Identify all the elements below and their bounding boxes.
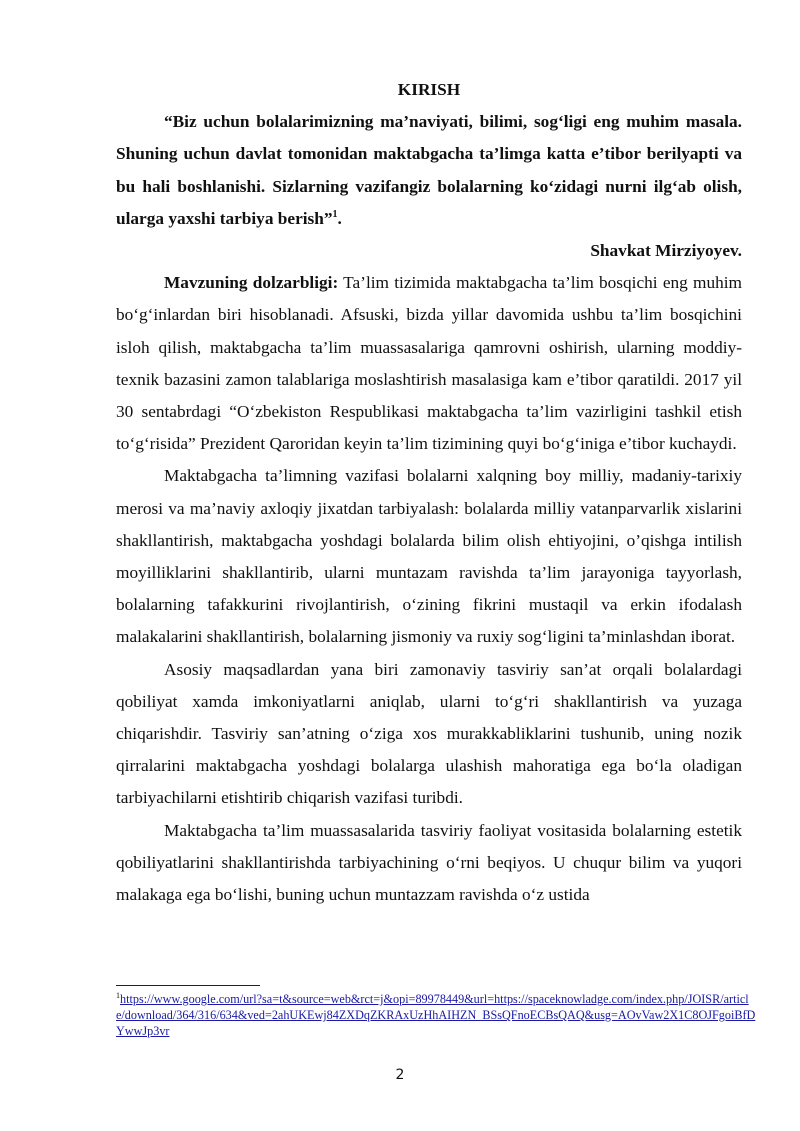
footnote-reference[interactable]: 1 [332,209,338,221]
epigraph-text: “Biz uchun bolalarimizning ma’naviyati, bilimi, sog‘ligi eng muhim masala. Shuning uchun davlat tomonidan maktabgacha ta’limga katta e’tibor berilyapti va bu hali boshlanishi. Sizlarning vazifangiz bolalarning ko‘zidagi nurni ilg‘ab olish, ularga yaxshi tarbiya berish” [116,112,742,228]
page-body [116,74,742,911]
paragraph: Maktabgacha ta’limning vazifasi bolalarni xalqning boy milliy, madaniy-tarixiy merosi va ma’naviy axloqiy jixatdan tarbiyalash: bolalarda milliy vatanparvarlik xislarini shakllantirish, maktabgacha yoshdagi bolalarda bilim olish ehtiyojini, o’qishga intilish moyilliklarini shakllantirib, ularni muntazam ravishda ta’lim jarayoniga tayyorlash, bolalarning tafakkurini rivojlantirish, o‘zining fikrini mustaqil va erkin ifodalash malakalarini shakllantirish, bolalarning jismoniy va ruxiy sog‘ligini ta’minlashdan iborat. [116,466,742,647]
footnote-marker: 1 [116,990,120,1000]
epigraph-quote [116,106,742,235]
footnote-link[interactable]: https://www.google.com/url?sa=t&source=web&rct=j&opi=89978449&url=https://spaceknowladge.com/index.php/JOISR/article/download/364/316/634&ved=2ahUKEwj84ZXDqZKRAxUzHhAIHZN_BSsQFnoECBsQAQ&usg=AOvVaw2X1C8OJFgoiBfDYwwJp3vr [116,992,756,1038]
relevance-lead: Mavzuning dolzarbligi: [164,273,339,293]
paragraph: Maktabgacha ta’lim muassasalarida tasviriy faoliyat vositasida bolalarning estetik qobiliyatlarini shakllantirishda tarbiyachining o‘rni beqiyos. U chuqur bilim va yuqori malakaga ega bo‘lishi, buning uchun muntazzam ravishda o‘z ustida [116,820,742,905]
page-number: 2 [395,1067,405,1083]
section-heading: KIRISH [397,80,461,99]
footnote-divider [116,985,260,986]
paragraph-relevance [116,267,742,460]
relevance-text: Ta’lim tizimida maktabgacha ta’lim bosqichi eng muhim bo‘g‘inlardan biri hisoblanadi. Afsuski, bizda yillar davomida ushbu ta’lim bosqichini isloh qilish, maktabgacha ta’lim muassasalariga qamrovni oshirish, ularning moddiy-texnik bazasini zamon talablariga moslashtirish masalasiga kam e’tibor qaratildi. 2017 yil 30 sentabrdagi “O‘zbekiston Respublikasi maktabgacha ta’lim vazirligini tashkil etish to‘g‘risida” Prezident Qaroridan keyin ta’lim tizimining quyi bo‘g‘iniga e’tibor kuchaydi. [116,273,742,454]
epigraph-end: . [337,208,342,228]
footnote [116,991,756,1039]
epigraph-author: Shavkat Mirziyoyev. [590,241,742,261]
paragraph: Asosiy maqsadlardan yana biri zamonaviy tasviriy san’at orqali bolalardagi qobiliyat xamda imkoniyatlarni aniqlab, ularni to‘g‘ri shakllantirish va yuzaga chiqarishdir. Tasviriy san’atning o‘ziga xos murakkabliklarini tushunib, uning nozik qirralarini maktabgacha yoshdagi bolalarga ulashish mahoratiga ega bo‘la oladigan tarbiyachilarni etishtirib chiqarish vazifasi turibdi. [116,659,742,808]
